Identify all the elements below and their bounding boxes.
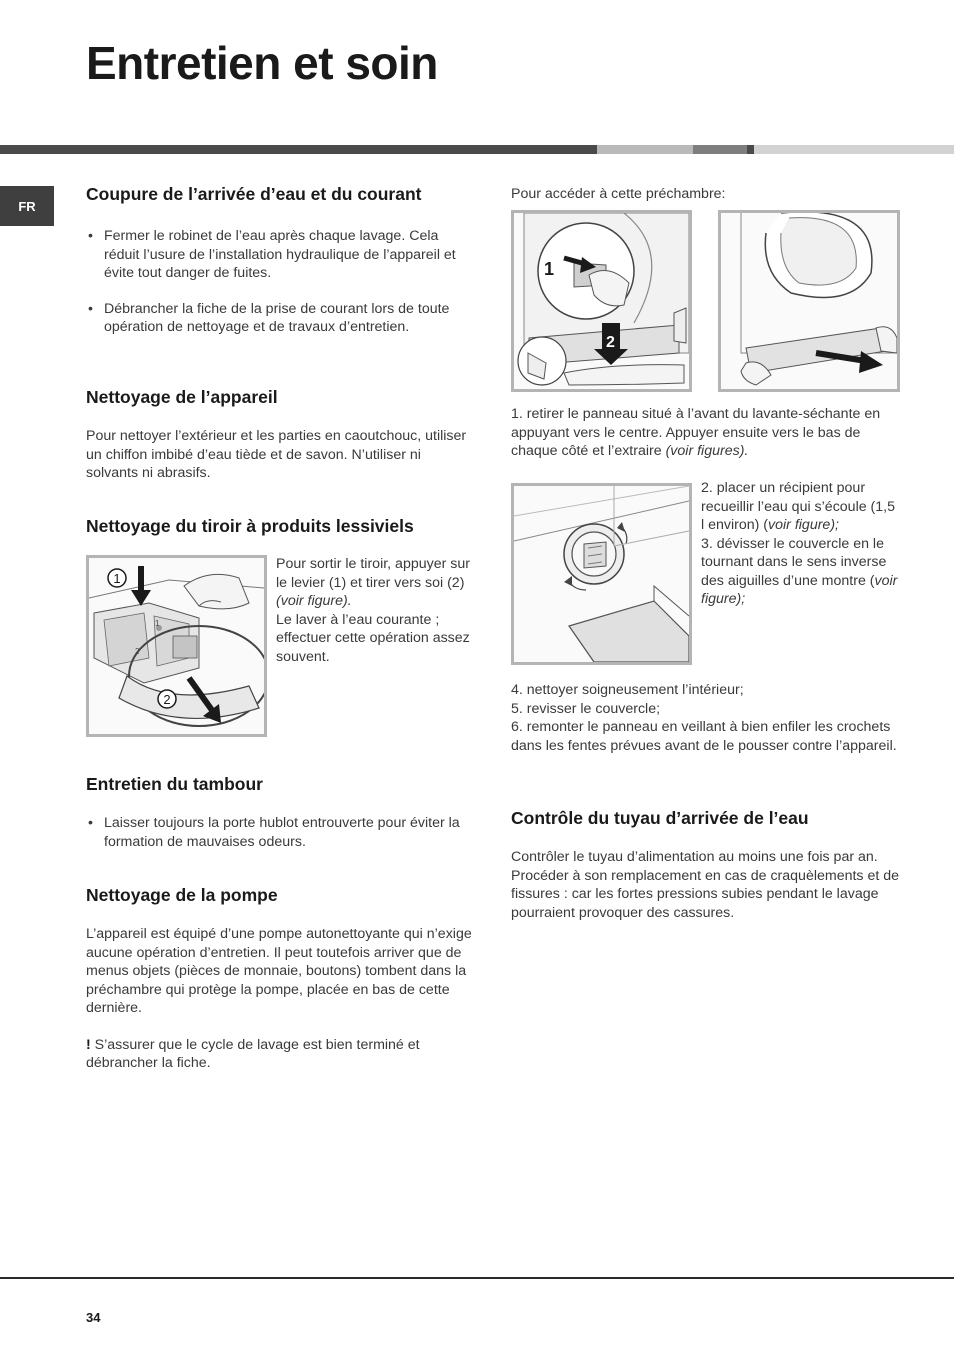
figure-reference: (voir figures). (665, 443, 749, 459)
paragraph: Pour nettoyer l’extérieur et les parties en caoutchouc, utiliser un chiffon imbibé d’eau tiède et de savon. N’utiliser ni solvants ni abrasifs. (86, 428, 467, 481)
section-title: Entretien du tambour (86, 774, 263, 794)
bullet-item: • Fermer le robinet de l’eau après chaque lavage. Cela réduit l’usure de l’installation hydraulique de l’appareil et évite tout danger de fuites. (86, 227, 476, 283)
drawer-figure (86, 555, 267, 737)
text-run: 2. placer un récipient pour recueillir l’eau qui s’écoule (1,5 l environ) ( (701, 480, 895, 533)
warning-note (86, 1036, 476, 1073)
left-column (86, 0, 476, 1100)
section-water-power (86, 185, 476, 337)
drawer-illustration (89, 558, 264, 734)
drawer-callout-1: 1 (113, 571, 121, 586)
text-run: ); (830, 517, 839, 533)
text-run: 1. retirer le panneau situé à l’avant du lavante-séchante en appuyant vers le centre. Appuyer ensuite vers le bas de chaque côté et l’extraire (511, 406, 881, 459)
section-title: Nettoyage du tiroir à produits lessiviels (86, 516, 414, 536)
right-column (511, 0, 901, 1100)
page-number: 34 (86, 1310, 101, 1325)
text-run: ); (736, 591, 746, 607)
drawer-compartment-mark-1: 1 (155, 619, 160, 628)
panel-callout-1: 1 (544, 259, 555, 279)
text-run: Pour sortir le tiroir, appuyer sur le levier (1) et tirer vers soi (2) (276, 556, 470, 591)
warning-text: S’assurer que le cycle de lavage est bien terminé et débrancher la fiche. (86, 1036, 420, 1071)
paragraph: Contrôler le tuyau d’alimentation au moins une fois par an. Procéder à son remplacement en cas de craquèlements et de fissures : car les fortes pressions subies pendant le lavage pourraient provoquer des cassures. (511, 849, 900, 921)
section-drum-care (86, 775, 476, 851)
section-pump-cleaning (86, 886, 476, 1073)
pump-cover-illustration (514, 486, 689, 662)
section-title: Nettoyage de la pompe (86, 885, 278, 905)
pump-cover-figure (511, 483, 692, 665)
paragraph (701, 479, 901, 535)
paragraph (701, 535, 901, 609)
section-hose-check (511, 809, 901, 922)
pump-steps (701, 479, 901, 609)
paragraph: 5. revisser le couvercle; (511, 700, 661, 717)
paragraph (511, 405, 901, 461)
section-title: Contrôle du tuyau d’arrivée de l’eau (511, 808, 809, 828)
drawer-instructions (276, 555, 476, 666)
panel-removal-figure-2 (718, 210, 900, 392)
section-appliance-cleaning (86, 388, 476, 483)
bullet-item: • Laisser toujours la porte hublot entrouverte pour éviter la formation de mauvaises odeurs. (86, 814, 476, 851)
footer-rule (0, 1277, 954, 1279)
paragraph (276, 555, 476, 611)
language-tab: FR (0, 186, 54, 226)
panel-callout-2: 2 (606, 334, 615, 351)
panel-removal-figure-1 (511, 210, 692, 392)
section-title: Nettoyage de l’appareil (86, 387, 278, 407)
paragraph: L’appareil est équipé d’une pompe autonettoyante qui n’exige aucune opération d’entretien. Il peut toutefois arriver que de menus objets (pièces de monnaie, boutons) tombent dans la préchambre qui protège la pompe, placée en bas de cette dernière. (86, 926, 472, 1016)
text-run: 3. dévisser le couvercle en le tournant dans le sens inverse des aiguilles d’une montre ( (701, 535, 887, 589)
paragraph: 4. nettoyer soigneusement l’intérieur; (511, 682, 744, 698)
drawer-callout-2: 2 (163, 692, 171, 707)
final-steps (511, 681, 901, 755)
warning-mark: ! (86, 1036, 91, 1053)
figure-reference: voir figure (768, 517, 831, 533)
paragraph: Pour accéder à cette préchambre: (511, 186, 726, 202)
paragraph: Le laver à l’eau courante ; effectuer cette opération assez souvent. (276, 611, 470, 665)
drawer-compartment-mark-2: 2 (135, 647, 140, 656)
page-title: Entretien et soin (86, 37, 438, 89)
figure-reference: (voir figure). (276, 593, 352, 609)
bullet-item: • Débrancher la fiche de la prise de courant lors de toute opération de nettoyage et de travaux d’entretien. (86, 300, 476, 337)
figure-reference: voir figure (701, 572, 898, 607)
paragraph: 6. remonter le panneau en veillant à bien enfiler les crochets dans les fentes prévues avant de le pousser contre l’appareil. (511, 719, 897, 754)
section-drawer-cleaning (86, 517, 476, 536)
section-title: Coupure de l’arrivée d’eau et du courant (86, 184, 422, 204)
panel-removal-illustration (514, 213, 689, 389)
panel-extraction-illustration (721, 213, 897, 389)
